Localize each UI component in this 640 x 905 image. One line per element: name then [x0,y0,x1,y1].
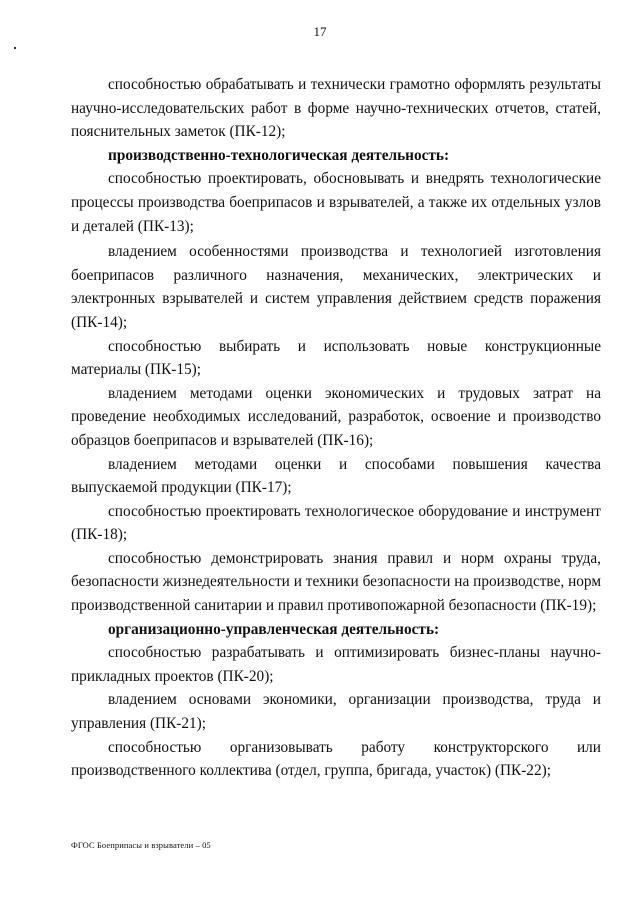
paragraph-pk-13: способностью проектировать, обосновывать и внедрять технологические процессы производства боеприпасов и взрывателей, а также их отдельных узлов и деталей (ПК-13); [71,170,601,235]
scan-speck [14,47,16,49]
paragraph-pk-16: владением методами оценки экономических и трудовых затрат на проведение необходимых исследований, разработок, освоение и производство образцов боеприпасов и взрывателей (ПК-16); [71,384,601,449]
footer-text: ФГОС Боеприпасы и взрыватели – 05 [71,840,211,850]
section-heading-management: организационно-управленческая деятельность: [108,620,440,638]
section-heading-production: производственно-технологическая деятельность: [108,146,450,164]
document-body [71,73,601,783]
paragraph-pk-12: способностью обрабатывать и технически грамотно оформлять результаты научно-исследовательских работ в форме научно-технических отчетов, статей, пояснительных заметок (ПК-12); [71,76,601,141]
paragraph-pk-14: владением особенностями производства и технологией изготовления боеприпасов различного назначения, механических, электрических и электронных взрывателей и систем управления действием средств поражения (ПК-14); [71,243,601,331]
paragraph-pk-17: владением методами оценки и способами повышения качества выпускаемой продукции (ПК-17); [71,455,601,497]
page-number: 17 [313,24,327,39]
paragraph-pk-19: способностью демонстрировать знания правил и норм охраны труда, безопасности жизнедеятельности и техники безопасности на производстве, норм производственной санитарии и правил противопожарной безопасности (ПК-19); [71,549,601,615]
paragraph-pk-15: способностью выбирать и использовать новые конструкционные материалы (ПК-15); [71,337,601,379]
paragraph-pk-22: способностью организовывать работу конструкторского или производственного коллектива (отдел, группа, бригада, участок) (ПК-22); [71,738,601,780]
paragraph-pk-21: владением основами экономики, организации производства, труда и управления (ПК-21); [71,691,601,733]
paragraph-pk-20: способностью разрабатывать и оптимизировать бизнес-планы научно-прикладных проектов (ПК-20); [71,644,601,685]
paragraph-pk-18: способностью проектировать технологическое оборудование и инструмент (ПК-18); [71,502,601,544]
